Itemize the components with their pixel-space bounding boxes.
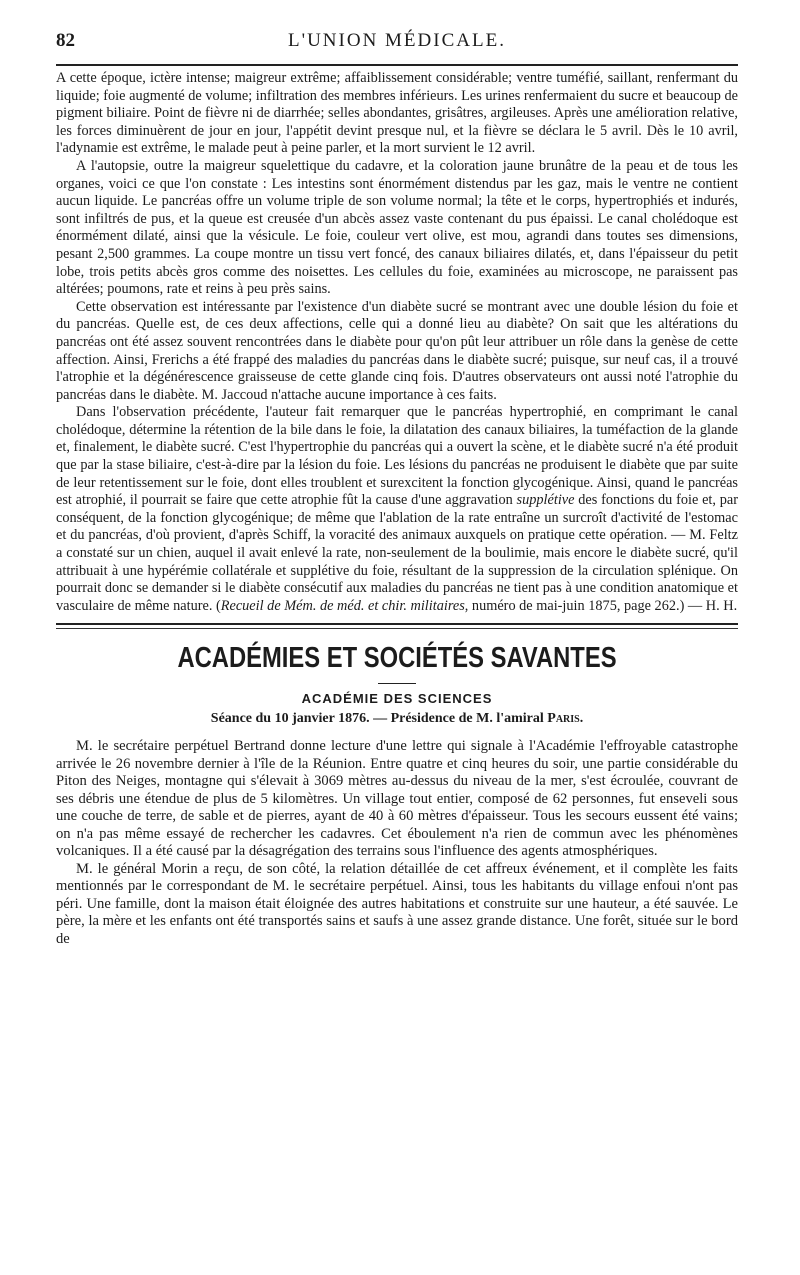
paragraph-text: des fonctions du foie et, par conséquent, de la fonction glycogénique; de même que l'ablation de la rate entraîne un surcroît d'activité de l'estomac et du pancréas, d'où provient, d'après Schiff, la voracité des animaux auxquels on pratique cette opération. — M. Feltz a constaté sur un chien, auquel il avait enlevé la rate, non-seulement de la boulimie, mais encore le diabète sucré, qu'il attribuait à une hypérémie collatérale et supplétive du foie, résultant de la suppression de la circulation splénique. On pourrait donc se demander si le diabète consécutif aux maladies du pancréas ne tient pas à une condition anatomique et vasculaire de même nature. ( xyxy=(56,492,738,614)
running-head: L'UNION MÉDICALE. xyxy=(288,30,506,51)
article-paragraph: A cette époque, ictère intense; maigreur extrême; affaiblissement considérable; ventre tuméfié, saillant, renfermant du liquide; foie augmenté de volume; infiltration des membres inférieurs. Les urines renfermaient du sucre et beaucoup de pigment biliaire. Point de fièvre ni de diarrhée; selles abondantes, grisâtres, argileuses. Après une amélioration relative, les forces diminuèrent de jour en jour, l'appétit devint presque nul, et la fièvre se déclara le 5 avril. Dès le 10 avril, l'adynamie est extrême, le malade peut à peine parler, et la mort survient le 12 avril. xyxy=(56,70,738,157)
italic-term: supplétive xyxy=(516,492,575,509)
page-header xyxy=(56,30,738,54)
section-title: ACADÉMIES ET SOCIÉTÉS SAVANTES xyxy=(177,642,617,675)
session-line xyxy=(56,708,738,730)
page-number: 82 xyxy=(56,30,75,51)
header-rule xyxy=(56,64,738,66)
article-paragraph: A l'autopsie, outre la maigreur squelettique du cadavre, et la coloration jaune brunâtre de la peau et de tous les organes, voici ce que l'on constate : Les intestins sont énormément distendus par les gaz, mais le ventre ne contient aucun liquide. Le pancréas offre un volume triple de son volume normal; la tête et le corps, hypertrophiés et indurés, sont infiltrés de pus, et la queue est creusée d'un abcès assez vaste contenant du pus épaissi. Le canal cholédoque est énormément dilaté, ainsi que la vésicule. Le foie, couleur vert olive, est mou, agrandi dans toutes ses dimensions, pesant 2,500 grammes. La coupe montre un tissu vert foncé, des canaux biliaires dilatés, et, dans l'épaisseur du petit lobe, trois petits abcès gros comme des noisettes. Les cellules du foie, examinées au microscope, ne paraissent pas altérées; poumons, rate et reins à peu près sains. xyxy=(56,157,738,298)
article-body xyxy=(56,70,738,615)
section-rule-bottom xyxy=(56,628,738,629)
citation-details: , numéro de mai-juin 1875, page 262.) — H. H. xyxy=(464,597,738,614)
section-rule-top xyxy=(56,623,738,625)
citation-title: Recueil de Mém. de méd. et chir. militaires xyxy=(220,597,465,614)
session-date: Séance du 10 janvier 1876. — Présidence de M. l'amiral xyxy=(210,711,544,727)
title-divider xyxy=(378,683,416,684)
president-name: Paris. xyxy=(547,711,584,727)
article-paragraph: Cette observation est intéressante par l'existence d'un diabète sucré se montrant avec une double lésion du foie et du pancréas. Quelle est, de ces deux affections, celle qui a donné lieu au diabète? On sait que les altérations du pancréas ont été assez souvent rencontrées dans le diabète pour qu'on pût leur attribuer un rôle dans la genèse de cette affection. Ainsi, Frerichs a été frappé des maladies du pancréas dans le diabète sucré; puisque, sur neuf cas, il a trouvé l'atrophie et la dégénérescence graisseuse de cette glande cinq fois. D'autres observateurs ont aussi noté l'atrophie du pancréas dans le diabète. M. Jaccoud n'attache aucune importance à ces faits. xyxy=(56,298,738,403)
section-paragraph: M. le général Morin a reçu, de son côté, la relation détaillée de cet affreux événement, et il complète les faits mentionnés par le correspondant de M. le secrétaire perpétuel. Ainsi, tous les habitants du village enfoui n'ont pas péri. Une famille, dont la maison était éloignée des autres habitations et construite sur une hauteur, a été sauvée. Le père, la mère et les enfants ont été transportés sains et saufs à une assez grande distance. Une forêt, située sur le bord de xyxy=(56,860,738,947)
paragraph-text: Dans l'observation précédente, l'auteur fait remarquer que le pancréas hypertrophié, en comprimant le canal cholédoque, détermine la rétention de la bile dans le foie, la dilatation des canaux biliaires, la tuméfaction de la glande et, finalement, le diabète sucré. C'est l'hypertrophie du pancréas qui a ouvert la scène, et le diabète sucré n'a été produit que par la stase biliaire, c'est-à-dire par la lésion du foie. Les lésions du pancréas ne produisent le diabète que par suite de leur retentissement sur le foie, dont elles troublent et surexcitent la fonction glycogénique. Ainsi, quand le pancréas est atrophié, il pourrait se faire que cette atrophie fût la cause d'une aggravation xyxy=(56,404,738,509)
section-subheading: ACADÉMIE DES SCIENCES xyxy=(301,691,493,707)
article-closing-paragraph xyxy=(56,404,738,615)
section-paragraph: M. le secrétaire perpétuel Bertrand donne lecture d'une lettre qui signale à l'Académie l'effroyable catastrophe arrivée le 26 novembre dernier à l'île de la Réunion. Entre quatre et cinq heures du soir, une partie considérable du Piton des Neiges, montagne qui s'élevait à 3069 mètres au-dessus du niveau de la mer, s'est écroulée, couvrant de ses débris une étendue de plus de 5 kilomètres. Un village tout entier, composé de 62 personnes, fut enseveli sous une couche de terre, de sable et de pierres, ayant de 40 à 60 mètres d'épaisseur. Tous les secours eussent été vains; on n'a pas même essayé de rechercher les cadavres. Cet éboulement n'a rien de commun avec les phénomènes volcaniques. Il a été causé par la désagrégation des terrains sous l'influence des agents atmosphériques. xyxy=(56,738,738,860)
